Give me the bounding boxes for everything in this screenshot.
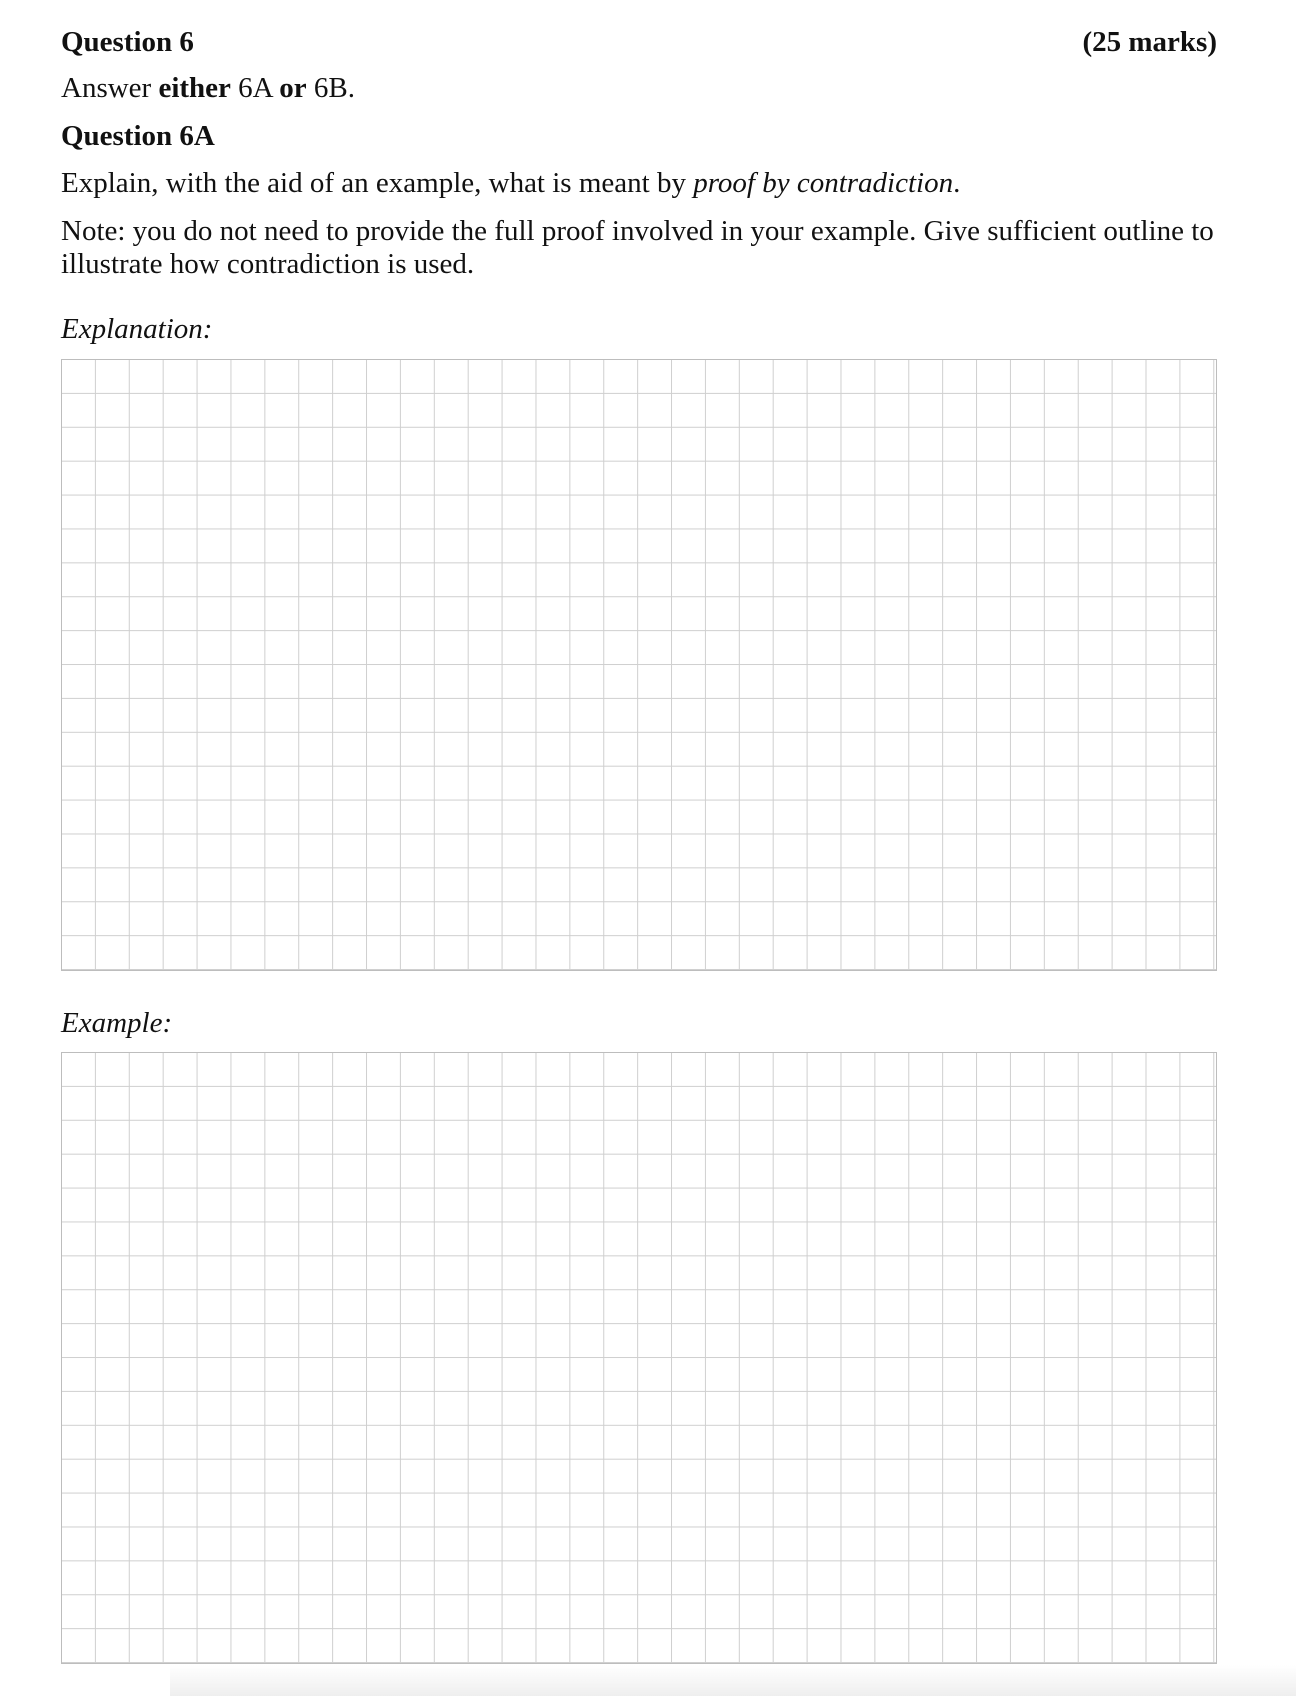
question-header [61,22,1217,62]
instruction-either: either [158,72,231,104]
instruction-part-a: 6A [230,72,280,104]
example-answer-grid[interactable] [61,1052,1217,1664]
prompt-term: proof by contradiction [693,167,954,199]
explanation-label: Explanation: [61,313,213,345]
explanation-answer-grid[interactable] [61,359,1217,971]
subquestion-title: Question 6A [61,120,215,152]
prompt-suffix: . [953,167,961,199]
question-title: Question 6 [61,26,194,58]
page-bottom-shadow [170,1665,1296,1696]
subquestion-prompt [61,167,960,200]
instruction-or: or [279,72,307,104]
instruction-part-b: 6B. [306,72,355,104]
question-marks: (25 marks) [1082,26,1217,58]
subquestion-note: Note: you do not need to provide the full proof involved in your example. Give sufficient outline to illustrate how contradiction is used. [61,215,1214,280]
answer-instruction [61,72,355,105]
instruction-prefix: Answer [61,72,159,104]
prompt-prefix: Explain, with the aid of an example, what is meant by [61,167,694,199]
example-label: Example: [61,1007,173,1039]
